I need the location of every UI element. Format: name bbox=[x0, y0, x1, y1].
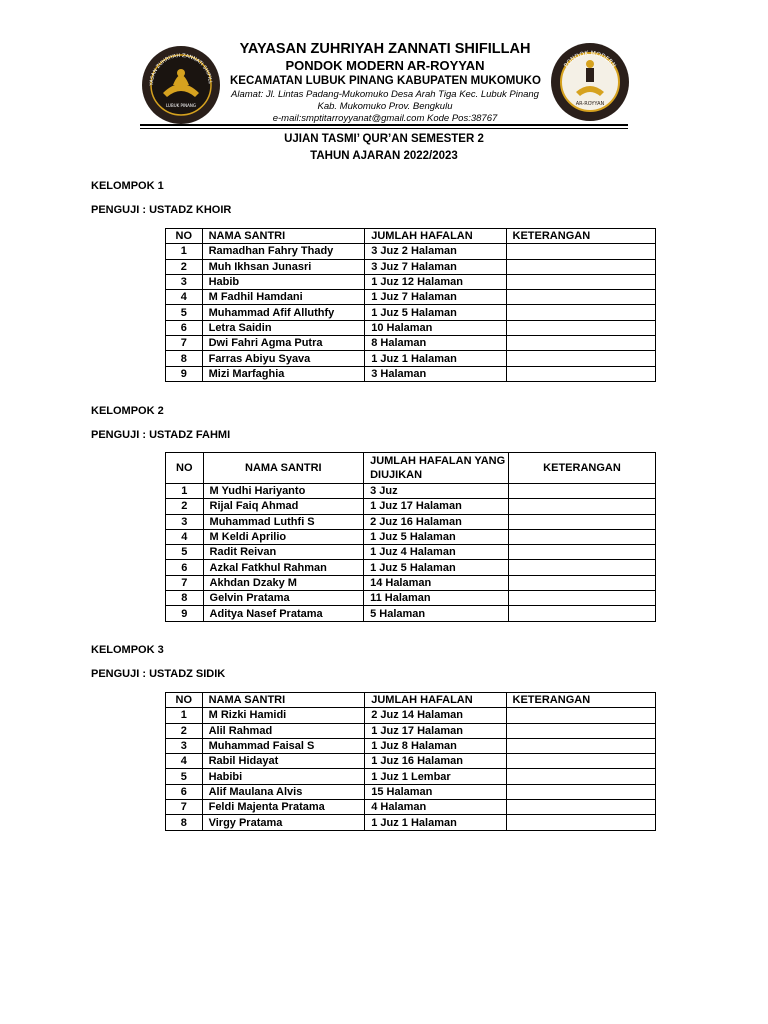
address-line: Alamat: Jl. Lintas Padang-Mukomuko Desa Arah Tiga Kec. Lubuk Pinang bbox=[231, 89, 539, 100]
address-line: e-mail:smptitarroyyanat@gmail.com Kode Pos:38767 bbox=[272, 113, 498, 124]
cell-memorization: 5 Halaman bbox=[364, 606, 509, 621]
cell-no: 3 bbox=[166, 738, 203, 753]
cell-student-name: Gelvin Pratama bbox=[203, 591, 364, 606]
cell-memorization: 1 Juz 7 Halaman bbox=[365, 290, 506, 305]
cell-no: 5 bbox=[166, 305, 203, 320]
cell-no: 9 bbox=[166, 606, 204, 621]
group-table bbox=[165, 692, 656, 831]
examiner-label: PENGUJI : USTADZ FAHMI bbox=[91, 429, 231, 441]
district: KECAMATAN LUBUK PINANG KABUPATEN MUKOMUKO bbox=[230, 75, 541, 87]
cell-memorization: 2 Juz 16 Halaman bbox=[364, 514, 509, 529]
table-row bbox=[166, 769, 656, 784]
cell-student-name: Radit Reivan bbox=[203, 545, 364, 560]
cell-student-name: M Keldi Aprilio bbox=[203, 529, 364, 544]
cell-notes bbox=[508, 575, 655, 590]
table-row bbox=[166, 606, 656, 621]
table-header-row bbox=[166, 453, 656, 484]
cell-notes bbox=[506, 244, 655, 259]
cell-memorization: 3 Juz bbox=[364, 484, 509, 499]
cell-memorization: 2 Juz 14 Halaman bbox=[365, 708, 506, 723]
cell-notes bbox=[506, 305, 655, 320]
cell-student-name: Rabil Hidayat bbox=[202, 754, 365, 769]
group-table bbox=[165, 452, 656, 622]
cell-no: 7 bbox=[166, 800, 203, 815]
table-row bbox=[166, 560, 656, 575]
cell-student-name: Rijal Faiq Ahmad bbox=[203, 499, 364, 514]
table-row bbox=[166, 591, 656, 606]
cell-student-name: Azkal Fatkhul Rahman bbox=[203, 560, 364, 575]
cell-memorization: 1 Juz 1 Lembar bbox=[365, 769, 506, 784]
table-row bbox=[166, 499, 656, 514]
cell-student-name: Akhdan Dzaky M bbox=[203, 575, 364, 590]
table-row bbox=[166, 815, 656, 830]
cell-notes bbox=[508, 499, 655, 514]
col-header-name: NAMA SANTRI bbox=[202, 229, 365, 244]
cell-student-name: Dwi Fahri Agma Putra bbox=[202, 336, 365, 351]
col-header-no: NO bbox=[166, 453, 204, 484]
cell-no: 4 bbox=[166, 529, 204, 544]
table-row bbox=[166, 754, 656, 769]
group-name: KELOMPOK 2 bbox=[91, 405, 164, 417]
table-row bbox=[166, 351, 656, 366]
table-row bbox=[166, 290, 656, 305]
cell-no: 1 bbox=[166, 708, 203, 723]
table-row bbox=[166, 708, 656, 723]
cell-notes bbox=[506, 290, 655, 305]
table-row bbox=[166, 545, 656, 560]
cell-no: 8 bbox=[166, 815, 203, 830]
table-row bbox=[166, 274, 656, 289]
cell-notes bbox=[508, 560, 655, 575]
table-header-row bbox=[166, 693, 656, 708]
cell-no: 8 bbox=[166, 591, 204, 606]
cell-notes bbox=[506, 738, 655, 753]
col-header-notes: KETERANGAN bbox=[506, 693, 655, 708]
cell-memorization: 3 Juz 7 Halaman bbox=[365, 259, 506, 274]
cell-notes bbox=[506, 351, 655, 366]
cell-no: 2 bbox=[166, 259, 203, 274]
cell-memorization: 3 Halaman bbox=[365, 366, 506, 381]
cell-memorization: 1 Juz 5 Halaman bbox=[365, 305, 506, 320]
group-name: KELOMPOK 1 bbox=[91, 180, 164, 192]
cell-no: 6 bbox=[166, 320, 203, 335]
cell-notes bbox=[508, 545, 655, 560]
cell-no: 5 bbox=[166, 545, 204, 560]
table-row bbox=[166, 575, 656, 590]
table-row bbox=[166, 244, 656, 259]
cell-notes bbox=[506, 800, 655, 815]
cell-no: 2 bbox=[166, 723, 203, 738]
cell-no: 1 bbox=[166, 484, 204, 499]
table-row bbox=[166, 366, 656, 381]
col-header-no: NO bbox=[166, 229, 203, 244]
examiner-label: PENGUJI : USTADZ SIDIK bbox=[91, 668, 226, 680]
table-row bbox=[166, 305, 656, 320]
cell-notes bbox=[506, 366, 655, 381]
cell-notes bbox=[506, 274, 655, 289]
cell-memorization: 1 Juz 17 Halaman bbox=[365, 723, 506, 738]
cell-memorization: 1 Juz 5 Halaman bbox=[364, 529, 509, 544]
cell-student-name: Ramadhan Fahry Thady bbox=[202, 244, 365, 259]
cell-notes bbox=[506, 259, 655, 274]
cell-no: 2 bbox=[166, 499, 204, 514]
cell-memorization: 15 Halaman bbox=[365, 784, 506, 799]
school-logo bbox=[550, 42, 630, 122]
col-header-no: NO bbox=[166, 693, 203, 708]
cell-notes bbox=[506, 320, 655, 335]
col-header-name: NAMA SANTRI bbox=[202, 693, 365, 708]
cell-memorization: 1 Juz 4 Halaman bbox=[364, 545, 509, 560]
header-divider bbox=[140, 124, 628, 126]
address-line: Kab. Mukomuko Prov. Bengkulu bbox=[317, 101, 453, 112]
cell-no: 4 bbox=[166, 754, 203, 769]
cell-student-name: Muhammad Afif Alluthfy bbox=[202, 305, 365, 320]
cell-student-name: Muh Ikhsan Junasri bbox=[202, 259, 365, 274]
cell-student-name: Virgy Pratama bbox=[202, 815, 365, 830]
cell-notes bbox=[506, 708, 655, 723]
cell-no: 8 bbox=[166, 351, 203, 366]
cell-memorization: 1 Juz 1 Halaman bbox=[365, 815, 506, 830]
cell-notes bbox=[508, 591, 655, 606]
cell-no: 3 bbox=[166, 514, 204, 529]
cell-memorization: 11 Halaman bbox=[364, 591, 509, 606]
logo-left-bottom: LUBUK PINANG bbox=[166, 103, 196, 108]
cell-no: 9 bbox=[166, 366, 203, 381]
cell-memorization: 1 Juz 16 Halaman bbox=[365, 754, 506, 769]
header-divider bbox=[140, 128, 628, 129]
cell-notes bbox=[506, 769, 655, 784]
cell-student-name: Letra Saidin bbox=[202, 320, 365, 335]
cell-student-name: Muhammad Faisal S bbox=[202, 738, 365, 753]
group-table bbox=[165, 228, 656, 382]
cell-student-name: Alil Rahmad bbox=[202, 723, 365, 738]
table-row bbox=[166, 800, 656, 815]
cell-notes bbox=[506, 815, 655, 830]
letterhead bbox=[0, 0, 768, 130]
cell-memorization: 8 Halaman bbox=[365, 336, 506, 351]
cell-notes bbox=[506, 784, 655, 799]
cell-student-name: Aditya Nasef Pratama bbox=[203, 606, 364, 621]
cell-student-name: Mizi Marfaghia bbox=[202, 366, 365, 381]
cell-student-name: Alif Maulana Alvis bbox=[202, 784, 365, 799]
cell-student-name: Muhammad Luthfi S bbox=[203, 514, 364, 529]
cell-student-name: Farras Abiyu Syava bbox=[202, 351, 365, 366]
cell-student-name: M Rizki Hamidi bbox=[202, 708, 365, 723]
table-header-row bbox=[166, 229, 656, 244]
cell-student-name: M Fadhil Hamdani bbox=[202, 290, 365, 305]
cell-student-name: Habib bbox=[202, 274, 365, 289]
logo-left-text: YASAN ZUHRIYAH ZANNATI SHIFILL bbox=[148, 52, 214, 86]
table-row bbox=[166, 738, 656, 753]
cell-memorization: 14 Halaman bbox=[364, 575, 509, 590]
school-name: PONDOK MODERN AR-ROYYAN bbox=[285, 58, 485, 73]
col-header-memorization: JUMLAH HAFALAN bbox=[365, 229, 506, 244]
cell-memorization: 1 Juz 17 Halaman bbox=[364, 499, 509, 514]
examiner-label: PENGUJI : USTADZ KHOIR bbox=[91, 204, 232, 216]
cell-no: 5 bbox=[166, 769, 203, 784]
table-row bbox=[166, 529, 656, 544]
cell-memorization: 1 Juz 5 Halaman bbox=[364, 560, 509, 575]
cell-notes bbox=[506, 754, 655, 769]
col-header-memorization: JUMLAH HAFALAN YANG DIUJIKAN bbox=[364, 453, 509, 484]
cell-no: 7 bbox=[166, 575, 204, 590]
group-name: KELOMPOK 3 bbox=[91, 644, 164, 656]
cell-notes bbox=[508, 606, 655, 621]
cell-memorization: 1 Juz 1 Halaman bbox=[365, 351, 506, 366]
foundation-logo bbox=[141, 45, 221, 125]
table-row bbox=[166, 336, 656, 351]
logo-right-bottom: AR-ROYYAN bbox=[575, 101, 605, 107]
cell-notes bbox=[506, 723, 655, 738]
table-row bbox=[166, 259, 656, 274]
cell-no: 7 bbox=[166, 336, 203, 351]
table-row bbox=[166, 484, 656, 499]
logo-right-text: PONDOK MODERN bbox=[562, 49, 618, 70]
academic-year: TAHUN AJARAN 2022/2023 bbox=[310, 150, 458, 162]
table-row bbox=[166, 784, 656, 799]
col-header-notes: KETERANGAN bbox=[508, 453, 655, 484]
cell-notes bbox=[506, 336, 655, 351]
cell-no: 4 bbox=[166, 290, 203, 305]
cell-memorization: 10 Halaman bbox=[365, 320, 506, 335]
cell-notes bbox=[508, 484, 655, 499]
org-name: YAYASAN ZUHRIYAH ZANNATI SHIFILLAH bbox=[239, 41, 531, 57]
cell-notes bbox=[508, 514, 655, 529]
cell-student-name: M Yudhi Hariyanto bbox=[203, 484, 364, 499]
table-row bbox=[166, 514, 656, 529]
exam-title: UJIAN TASMI’ QUR’AN SEMESTER 2 bbox=[284, 133, 484, 145]
cell-memorization: 1 Juz 12 Halaman bbox=[365, 274, 506, 289]
cell-student-name: Feldi Majenta Pratama bbox=[202, 800, 365, 815]
table-row bbox=[166, 320, 656, 335]
cell-no: 3 bbox=[166, 274, 203, 289]
table-row bbox=[166, 723, 656, 738]
col-header-notes: KETERANGAN bbox=[506, 229, 655, 244]
col-header-name: NAMA SANTRI bbox=[203, 453, 364, 484]
cell-no: 1 bbox=[166, 244, 203, 259]
cell-memorization: 3 Juz 2 Halaman bbox=[365, 244, 506, 259]
cell-no: 6 bbox=[166, 560, 204, 575]
cell-memorization: 1 Juz 8 Halaman bbox=[365, 738, 506, 753]
cell-notes bbox=[508, 529, 655, 544]
cell-memorization: 4 Halaman bbox=[365, 800, 506, 815]
cell-student-name: Habibi bbox=[202, 769, 365, 784]
col-header-memorization: JUMLAH HAFALAN bbox=[365, 693, 506, 708]
cell-no: 6 bbox=[166, 784, 203, 799]
